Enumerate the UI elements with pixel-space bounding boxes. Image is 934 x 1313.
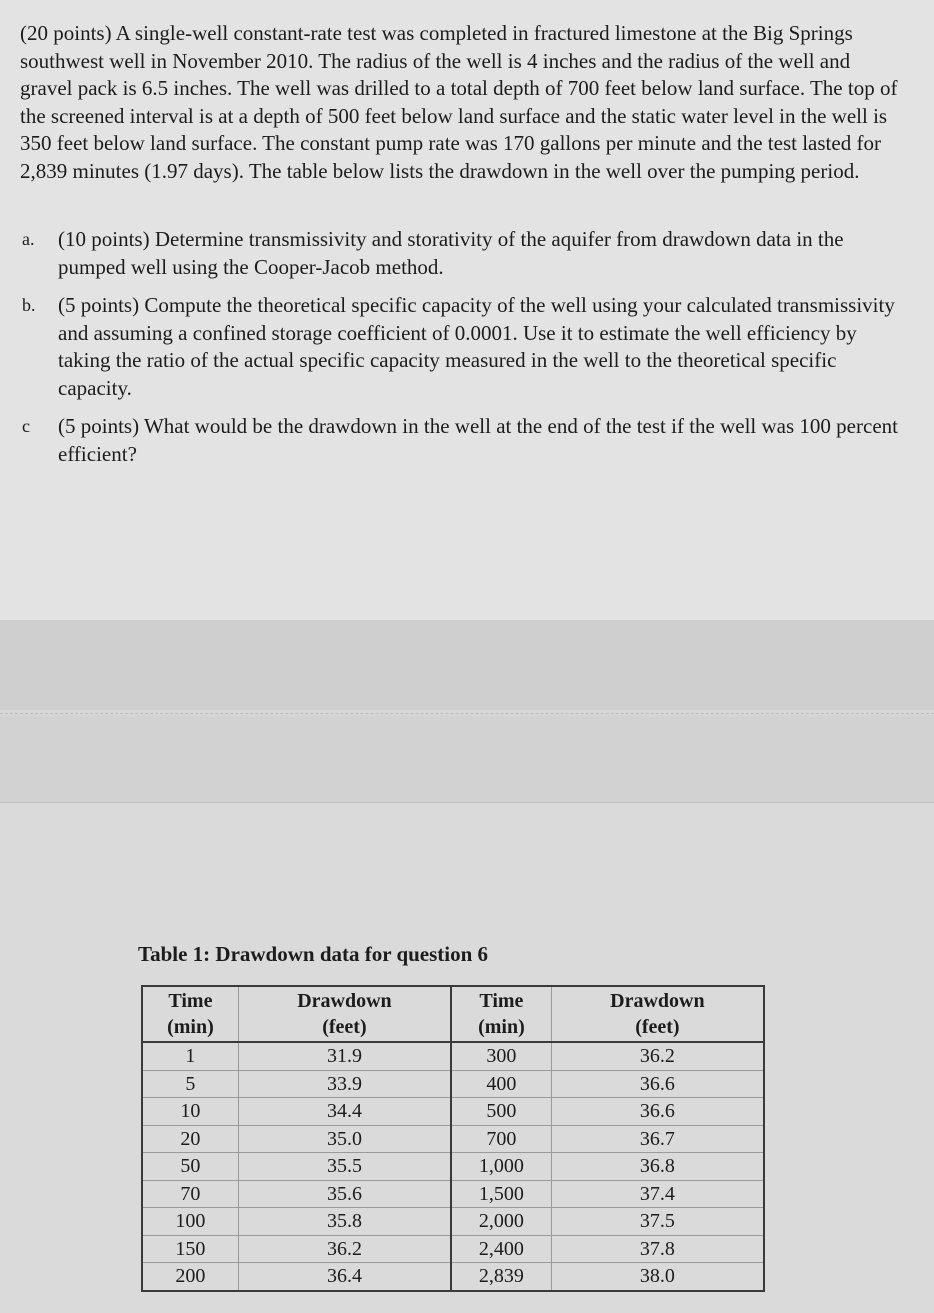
header-time: Time (min) (451, 986, 551, 1042)
table-row (142, 1263, 764, 1291)
cell-drawdown: 35.0 (238, 1125, 451, 1153)
cell-time: 200 (142, 1263, 238, 1291)
table-row (142, 1208, 764, 1236)
page-break-line (0, 713, 934, 714)
cell-drawdown: 37.5 (551, 1208, 764, 1236)
header-time: Time (min) (142, 986, 238, 1042)
header-drawdown: Drawdown (feet) (238, 986, 451, 1042)
cell-time: 300 (451, 1042, 551, 1070)
scroll-gap-band-lower (0, 716, 934, 802)
cell-time: 2,400 (451, 1235, 551, 1263)
cell-drawdown: 31.9 (238, 1042, 451, 1070)
table-row (142, 1098, 764, 1126)
table-row (142, 1180, 764, 1208)
cell-drawdown: 37.8 (551, 1235, 764, 1263)
cell-drawdown: 35.5 (238, 1153, 451, 1181)
scroll-gap-band (0, 620, 934, 710)
cell-drawdown: 33.9 (238, 1070, 451, 1098)
cell-time: 10 (142, 1098, 238, 1126)
cell-drawdown: 36.2 (238, 1235, 451, 1263)
question-b (22, 292, 907, 402)
cell-drawdown: 36.7 (551, 1125, 764, 1153)
cell-time: 1 (142, 1042, 238, 1070)
question-a (22, 226, 907, 281)
cell-drawdown: 36.4 (326, 1265, 362, 1288)
cell-drawdown: 36.2 (551, 1042, 764, 1070)
cell-time: 2,000 (451, 1208, 551, 1236)
table-row (142, 1153, 764, 1181)
cell-drawdown: 35.8 (238, 1208, 451, 1236)
cell-time: 150 (142, 1235, 238, 1263)
question-text: (10 points) Determine transmissivity and storativity of the aquifer from drawdown data in the pumped well using the Cooper-Jacob method. (58, 227, 844, 279)
cell-drawdown: 36.8 (551, 1153, 764, 1181)
header-drawdown: Drawdown (feet) (551, 986, 764, 1042)
cell-time: 20 (142, 1125, 238, 1153)
cell-time: 400 (451, 1070, 551, 1098)
table-row (142, 1070, 764, 1098)
cell-time: 700 (451, 1125, 551, 1153)
table-row (142, 1125, 764, 1153)
cell-time: 70 (142, 1180, 238, 1208)
cell-time: 500 (451, 1098, 551, 1126)
question-c (22, 413, 907, 468)
cell-time: 50 (142, 1153, 238, 1181)
table-row (142, 1042, 764, 1070)
problem-intro: (20 points) A single-well constant-rate test was completed in fractured limestone at the Big Springs southwest well in November 2010. The radius of the well is 4 inches and the radius of the well and gravel pack is 6.5 inches. The well was drilled to a total depth of 700 feet below land surface. The top of the screened interval is at a depth of 500 feet below land surface and the static water level in the well is 350 feet below land surface. The constant pump rate was 170 gallons per minute and the test lasted for 2,839 minutes (1.97 days). The table below lists the drawdown in the well over the pumping period. (20, 21, 898, 183)
question-letter: a. (22, 229, 35, 249)
question-text: (5 points) Compute the theoretical specific capacity of the well using your calculated transmissivity and assuming a confined storage coefficient of 0.0001. Use it to estimate the well efficiency by taking the ratio of the actual specific capacity measured in the well to the theoretical specific capacity. (58, 293, 895, 400)
question-text: (5 points) What would be the drawdown in the well at the end of the test if the well was 100 percent efficient? (58, 414, 898, 466)
cell-drawdown: 34.4 (238, 1098, 451, 1126)
question-letter: b. (22, 295, 36, 315)
cell-time: 1,000 (451, 1153, 551, 1181)
table-header-row (142, 986, 764, 1042)
cell-time: 2,839 (451, 1263, 551, 1291)
cell-drawdown: 35.6 (238, 1180, 451, 1208)
cell-drawdown: 37.4 (551, 1180, 764, 1208)
question-letter: c (22, 416, 30, 436)
drawdown-table (141, 985, 765, 1292)
table-caption: Table 1: Drawdown data for question 6 (138, 942, 489, 966)
cell-drawdown: 36.6 (551, 1098, 764, 1126)
cell-time: 1,500 (451, 1180, 551, 1208)
cell-time: 5 (142, 1070, 238, 1098)
cell-drawdown: 36.6 (551, 1070, 764, 1098)
cell-drawdown: 38.0 (639, 1265, 675, 1288)
cell-time: 100 (142, 1208, 238, 1236)
table-row (142, 1235, 764, 1263)
